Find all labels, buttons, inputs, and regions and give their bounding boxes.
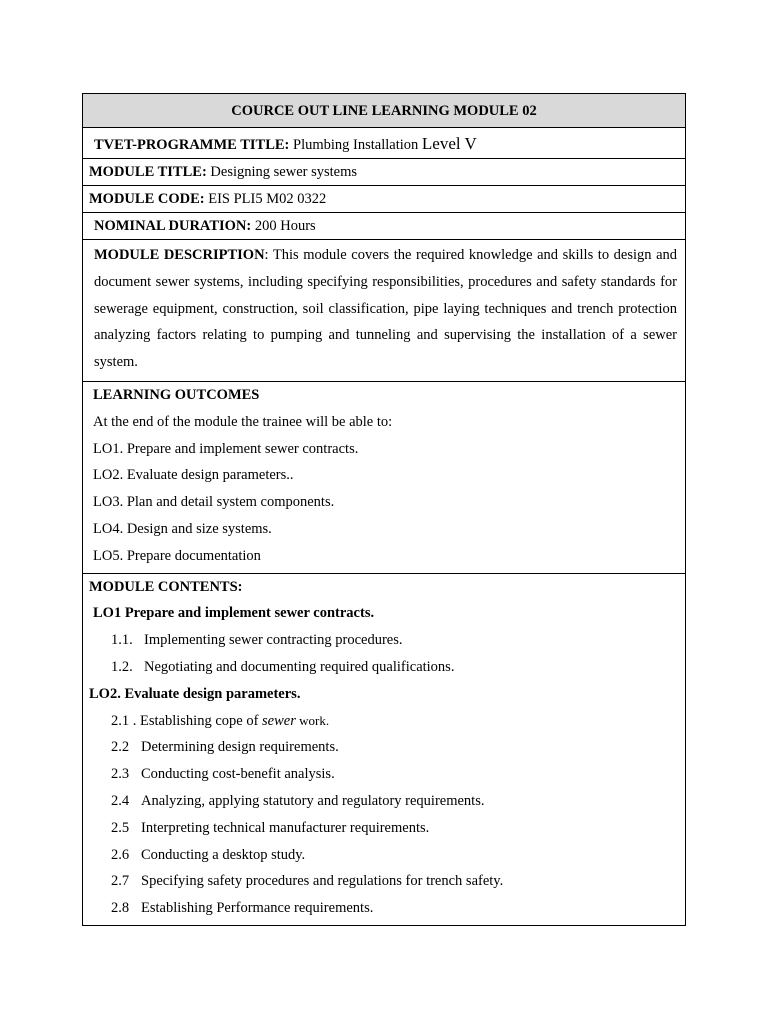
content-item-number: 2.7 xyxy=(111,873,130,890)
duration-value: 200 Hours xyxy=(254,218,316,234)
content-item-emphasis: sewer xyxy=(262,712,296,729)
content-item-text: Establishing Performance requirements. xyxy=(141,900,374,917)
content-item xyxy=(83,708,685,735)
content-item-number: 2.6 xyxy=(111,846,130,863)
content-item xyxy=(83,788,685,815)
outcome-item: LO5. Prepare documentation xyxy=(93,547,261,564)
content-item-prefix: 2.1 . Establishing cope of xyxy=(111,712,263,729)
content-item xyxy=(83,815,685,842)
outcome-item: LO1. Prepare and implement sewer contracts. xyxy=(93,440,359,457)
content-item-text: Negotiating and documenting required qualifications. xyxy=(144,658,455,675)
programme-title-row xyxy=(83,128,685,159)
description-text: : This module covers the required knowledge and skills to design and document sewer systems, including specifying responsibilities, procedures and safety standards for sewerage equipment, construction, soil classification, pipe laying techniques and trench protection analyzing factors relating to pumping and tunneling and supervising the installation of a sewer system. xyxy=(94,247,678,371)
content-item-number: 2.3 xyxy=(111,766,130,783)
module-code-label: MODULE CODE: xyxy=(89,191,205,207)
module-description-row xyxy=(83,240,685,382)
content-item xyxy=(83,734,685,761)
header-title: COURCE OUT LINE LEARNING MODULE 02 xyxy=(231,103,537,119)
content-item-text: Conducting a desktop study. xyxy=(141,846,306,863)
learning-outcomes-row xyxy=(83,382,685,574)
content-item-text: Specifying safety procedures and regulations for trench safety. xyxy=(141,873,504,890)
programme-value: Plumbing Installation xyxy=(293,137,419,153)
content-item-number: 2.2 xyxy=(111,739,130,756)
content-item-number: 2.8 xyxy=(111,900,130,917)
content-item-text: Conducting cost-benefit analysis. xyxy=(141,766,335,783)
content-item-number: 2.4 xyxy=(111,792,130,809)
content-item-number: 1.1. xyxy=(111,632,133,649)
content-item-text: Interpreting technical manufacturer requirements. xyxy=(141,819,430,836)
content-item-text: Determining design requirements. xyxy=(141,739,339,756)
outcomes-heading: LEARNING OUTCOMES xyxy=(93,386,260,403)
module-code-value: EIS PLI5 M02 0322 xyxy=(208,191,327,207)
module-title-row xyxy=(83,159,685,186)
course-outline-table xyxy=(82,93,686,926)
module-code-row xyxy=(83,186,685,213)
lo2-title: LO2. Evaluate design parameters. xyxy=(89,685,301,702)
duration-row xyxy=(83,213,685,240)
content-item-number: 2.5 xyxy=(111,819,130,836)
programme-label: TVET-PROGRAMME TITLE: xyxy=(94,137,290,153)
content-item xyxy=(83,895,685,922)
content-item xyxy=(83,654,685,681)
duration-label: NOMINAL DURATION: xyxy=(94,218,252,234)
content-item xyxy=(83,627,685,654)
content-item xyxy=(83,842,685,869)
lo1-title: LO1 Prepare and implement sewer contracts. xyxy=(93,605,375,622)
table-header xyxy=(83,94,685,128)
outcome-item: LO2. Evaluate design parameters.. xyxy=(93,467,294,484)
outcome-item: LO3. Plan and detail system components. xyxy=(93,494,335,511)
content-item-text: Implementing sewer contracting procedures. xyxy=(144,632,403,649)
content-item-text: Analyzing, applying statutory and regulatory requirements. xyxy=(141,792,485,809)
module-title-label: MODULE TITLE: xyxy=(89,164,207,180)
content-item xyxy=(83,868,685,895)
outcome-item: LO4. Design and size systems. xyxy=(93,520,272,537)
programme-level: Level V xyxy=(421,134,477,153)
contents-heading: MODULE CONTENTS: xyxy=(89,578,243,595)
module-title-value: Designing sewer systems xyxy=(210,164,357,180)
content-item-suffix: work. xyxy=(295,712,330,728)
module-contents-row xyxy=(83,574,685,925)
content-item xyxy=(83,761,685,788)
outcomes-intro: At the end of the module the trainee will be able to: xyxy=(93,413,393,430)
content-item-number: 1.2. xyxy=(111,658,133,675)
description-label: MODULE DESCRIPTION xyxy=(94,247,265,263)
